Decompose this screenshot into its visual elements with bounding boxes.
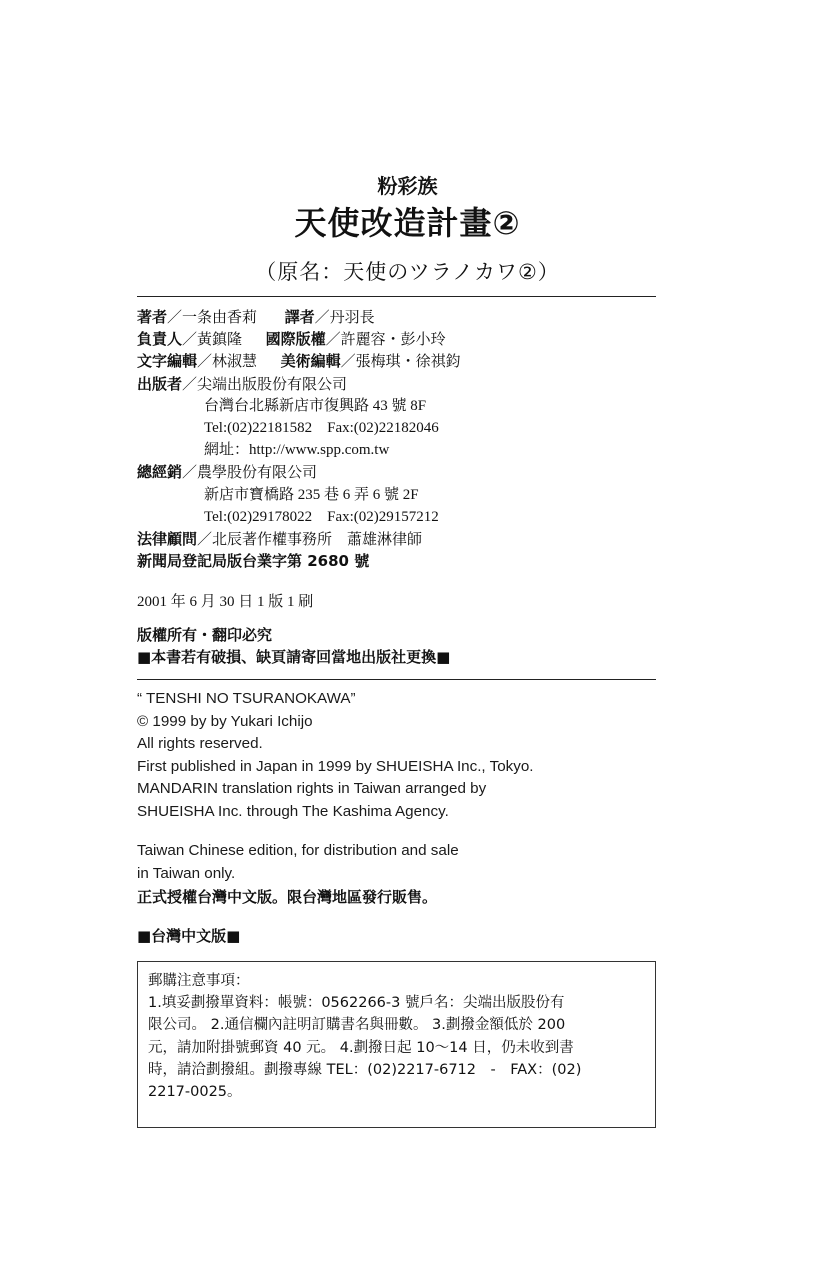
registration-number: 新聞局登記局版台業字第 2680 號: [137, 552, 370, 571]
publisher-label: 出版者: [137, 374, 183, 393]
publisher-website: 網址：http://www.spp.com.tw: [204, 442, 390, 459]
mail-order-line: 限公司。 2.通信欄內註明訂購書名與冊數。 3.劃撥金額低於 200: [148, 1017, 566, 1034]
art-editor-label: 美術編輯: [280, 352, 341, 371]
mail-order-line: 2217-0025。: [148, 1084, 242, 1101]
publisher-rep-label: 負責人: [137, 330, 183, 349]
rights-notice: [137, 624, 450, 668]
english-line: MANDARIN translation rights in Taiwan arranged by: [137, 780, 487, 798]
publisher-phone: Tel:(02)22181582 Fax:(02)22182046: [204, 419, 439, 436]
distributor-name: 農學股份有限公司: [197, 463, 318, 482]
distributor-address: 新店市寶橋路 235 巷 6 弄 6 號 2F: [204, 486, 419, 503]
taiwan-edition-label: ■台灣中文版■: [137, 927, 241, 945]
top-divider: [137, 296, 656, 297]
legal-name: 北辰著作權事務所 蕭雄淋律師: [212, 529, 423, 548]
publisher-rep-name: 黃鎮隆: [197, 330, 243, 349]
english-line: © 1999 by by Yukari Ichijo: [137, 712, 313, 730]
english-line: “ TENSHI NO TSURANOKAWA”: [137, 690, 356, 707]
distribution-line: Taiwan Chinese edition, for distribution and sale: [137, 842, 459, 859]
english-line: First published in Japan in 1999 by SHUEISHA Inc., Tokyo.: [137, 757, 534, 775]
distribution-notice: [137, 840, 459, 885]
mail-order-heading: 郵購注意事項：: [148, 973, 250, 989]
middle-divider: [137, 679, 656, 680]
mail-order-line: 時，請洽劃撥組。劃撥專線 TEL：(02)2217-6712 - FAX：(02): [148, 1061, 582, 1078]
translator-label: 譯者: [284, 308, 315, 326]
original-title: （原名：天使のツラノカワ②）: [255, 260, 560, 284]
credits-row-publisher-rep: 負責人／黃鎮隆 國際版權／許麗容・彭小玲: [137, 330, 446, 349]
credits-row-publisher: 出版者／尖端出版股份有限公司: [137, 374, 348, 393]
credits-block: [137, 306, 677, 572]
intl-rights-names: 許麗容・彭小玲: [340, 330, 446, 349]
publisher-address: 台灣台北縣新店市復興路 43 號 8F: [204, 397, 427, 414]
credits-row-author: 著者／一条由香莉 譯者／丹羽長: [137, 308, 375, 326]
text-editor-name: 林淑慧: [212, 352, 258, 371]
text-editor-label: 文字編輯: [137, 352, 198, 371]
series-name: 粉彩族: [377, 174, 438, 198]
english-line: SHUEISHA Inc. through The Kashima Agency.: [137, 802, 449, 820]
author-name: 一条由香莉: [182, 308, 258, 326]
credits-row-legal: 法律顧問／北辰著作權事務所 蕭雄淋律師: [137, 529, 423, 548]
distributor-phone: Tel:(02)29178022 Fax:(02)29157212: [204, 508, 439, 525]
credits-row-editors: 文字編輯／林淑慧 美術編輯／張梅琪・徐祺鈞: [137, 352, 461, 371]
book-title: 天使改造計畫②: [294, 204, 521, 242]
rights-reserved: 版權所有・翻印必究: [137, 626, 273, 644]
edition-date: 2001 年 6 月 30 日 1 版 1 刷: [137, 594, 314, 610]
intl-rights-label: 國際版權: [265, 330, 326, 349]
credits-row-distributor: 總經銷／農學股份有限公司: [137, 463, 318, 482]
english-copyright: [137, 688, 534, 824]
distribution-line: in Taiwan only.: [137, 864, 236, 882]
damaged-copy-notice: ■本書若有破損、缺頁請寄回當地出版社更換■: [137, 648, 451, 666]
art-editor-names: 張梅琪・徐祺鈞: [355, 352, 461, 371]
official-edition-notice: 正式授權台灣中文版。限台灣地區發行販售。: [137, 888, 438, 906]
translator-name: 丹羽長: [329, 308, 375, 326]
mail-order-notice-box: [137, 961, 656, 1128]
mail-order-line: 元，請加附掛號郵資 40 元。 4.劃撥日起 10～14 日，仍未收到書: [148, 1039, 574, 1056]
publisher-name: 尖端出版股份有限公司: [197, 374, 348, 393]
legal-label: 法律顧問: [137, 529, 198, 548]
english-line: All rights reserved.: [137, 735, 263, 753]
author-label: 著者: [137, 308, 168, 326]
distributor-label: 總經銷: [137, 463, 183, 482]
mail-order-line: 1.填妥劃撥單資料：帳號：0562266-3 號戶名：尖端出版股份有: [148, 995, 565, 1012]
